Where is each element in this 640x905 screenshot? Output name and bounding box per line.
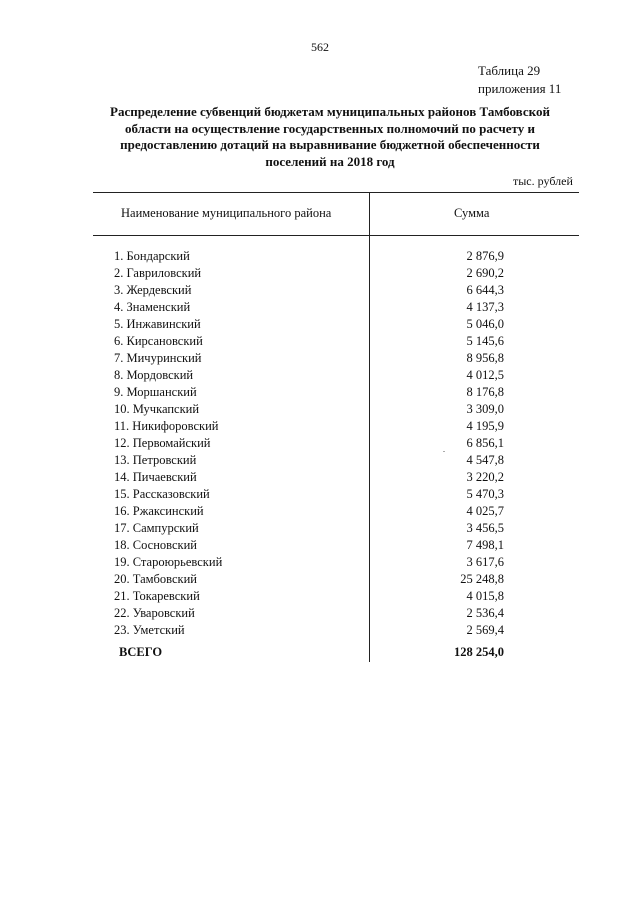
district-amount: 7 498,1 (466, 538, 504, 552)
district-name: 6. Кирсановский (114, 334, 203, 348)
table-header-rule (93, 235, 579, 236)
document-title: Распределение субвенций бюджетам муниципальных районов Тамбовской области на осуществление государственных полномочий по расчету и предоставлению дотаций на выравнивание бюджетной обеспеченности поселений на 2018 год (110, 104, 550, 169)
district-amount: 3 309,0 (466, 402, 504, 416)
table-row (0, 385, 640, 402)
district-amount: 3 617,6 (466, 555, 504, 569)
district-name: 17. Сампурский (114, 521, 199, 535)
district-name: 22. Уваровский (114, 606, 195, 620)
district-amount: 4 015,8 (466, 589, 504, 603)
units-label: тыс. рублей (513, 174, 573, 188)
table-row (0, 436, 640, 453)
district-name: 7. Мичуринский (114, 351, 202, 365)
total-label: ВСЕГО (119, 645, 163, 659)
district-name: 19. Староюрьевский (114, 555, 223, 569)
table-row (0, 470, 640, 487)
table-number: Таблица 29 (478, 63, 541, 78)
district-amount: 4 025,7 (466, 504, 504, 518)
district-name: 4. Знаменский (114, 300, 191, 314)
district-name: 15. Рассказовский (114, 487, 210, 501)
table-row (0, 266, 640, 283)
table-row (0, 555, 640, 572)
district-amount: 5 145,6 (466, 334, 504, 348)
total-amount: 128 254,0 (454, 645, 504, 659)
district-name: 14. Пичаевский (114, 470, 197, 484)
district-amount: 6 644,3 (466, 283, 504, 297)
district-amount: 2 569,4 (466, 623, 504, 637)
district-name: 20. Тамбовский (114, 572, 197, 586)
table-row (0, 504, 640, 521)
district-amount: 5 470,3 (466, 487, 504, 501)
district-name: 10. Мучкапский (114, 402, 200, 416)
table-row (0, 317, 640, 334)
appendix-reference: приложения 11 (478, 81, 562, 96)
table-row (0, 283, 640, 300)
table-body (0, 249, 640, 640)
scan-speck (443, 451, 445, 452)
table-row (0, 419, 640, 436)
table-row (0, 368, 640, 385)
district-amount: 2 690,2 (466, 266, 504, 280)
district-amount: 8 956,8 (466, 351, 504, 365)
district-name: 21. Токаревский (114, 589, 200, 603)
district-name: 1. Бондарский (114, 249, 190, 263)
district-amount: 2 536,4 (466, 606, 504, 620)
district-name: 23. Уметский (114, 623, 185, 637)
table-row (0, 606, 640, 623)
table-row (0, 538, 640, 555)
table-row (0, 334, 640, 351)
district-name: 12. Первомайский (114, 436, 211, 450)
table-reference (478, 62, 561, 98)
district-amount: 25 248,8 (460, 572, 504, 586)
district-amount: 4 195,9 (466, 419, 504, 433)
district-name: 3. Жердевский (114, 283, 192, 297)
district-name: 11. Никифоровский (114, 419, 219, 433)
table-row (0, 521, 640, 538)
table-row (0, 572, 640, 589)
table-row (0, 487, 640, 504)
district-amount: 4 547,8 (466, 453, 504, 467)
page-number: 562 (311, 40, 329, 54)
district-amount: 4 137,3 (466, 300, 504, 314)
column-header-sum: Сумма (454, 206, 490, 220)
district-amount: 3 220,2 (466, 470, 504, 484)
table-row (0, 300, 640, 317)
table-row (0, 351, 640, 368)
district-name: 5. Инжавинский (114, 317, 201, 331)
district-name: 13. Петровский (114, 453, 197, 467)
column-header-name: Наименование муниципального района (121, 206, 332, 220)
total-row (0, 645, 640, 663)
table-row (0, 249, 640, 266)
district-amount: 6 856,1 (466, 436, 504, 450)
district-amount: 8 176,8 (466, 385, 504, 399)
table-row (0, 589, 640, 606)
district-amount: 3 456,5 (466, 521, 504, 535)
district-amount: 2 876,9 (466, 249, 504, 263)
district-amount: 5 046,0 (466, 317, 504, 331)
table-row (0, 402, 640, 419)
district-amount: 4 012,5 (466, 368, 504, 382)
district-name: 9. Моршанский (114, 385, 197, 399)
district-name: 18. Сосновский (114, 538, 197, 552)
district-name: 16. Ржаксинский (114, 504, 204, 518)
table-row (0, 623, 640, 640)
table-row (0, 453, 640, 470)
district-name: 8. Мордовский (114, 368, 194, 382)
district-name: 2. Гавриловский (114, 266, 202, 280)
table-top-rule (93, 192, 579, 193)
